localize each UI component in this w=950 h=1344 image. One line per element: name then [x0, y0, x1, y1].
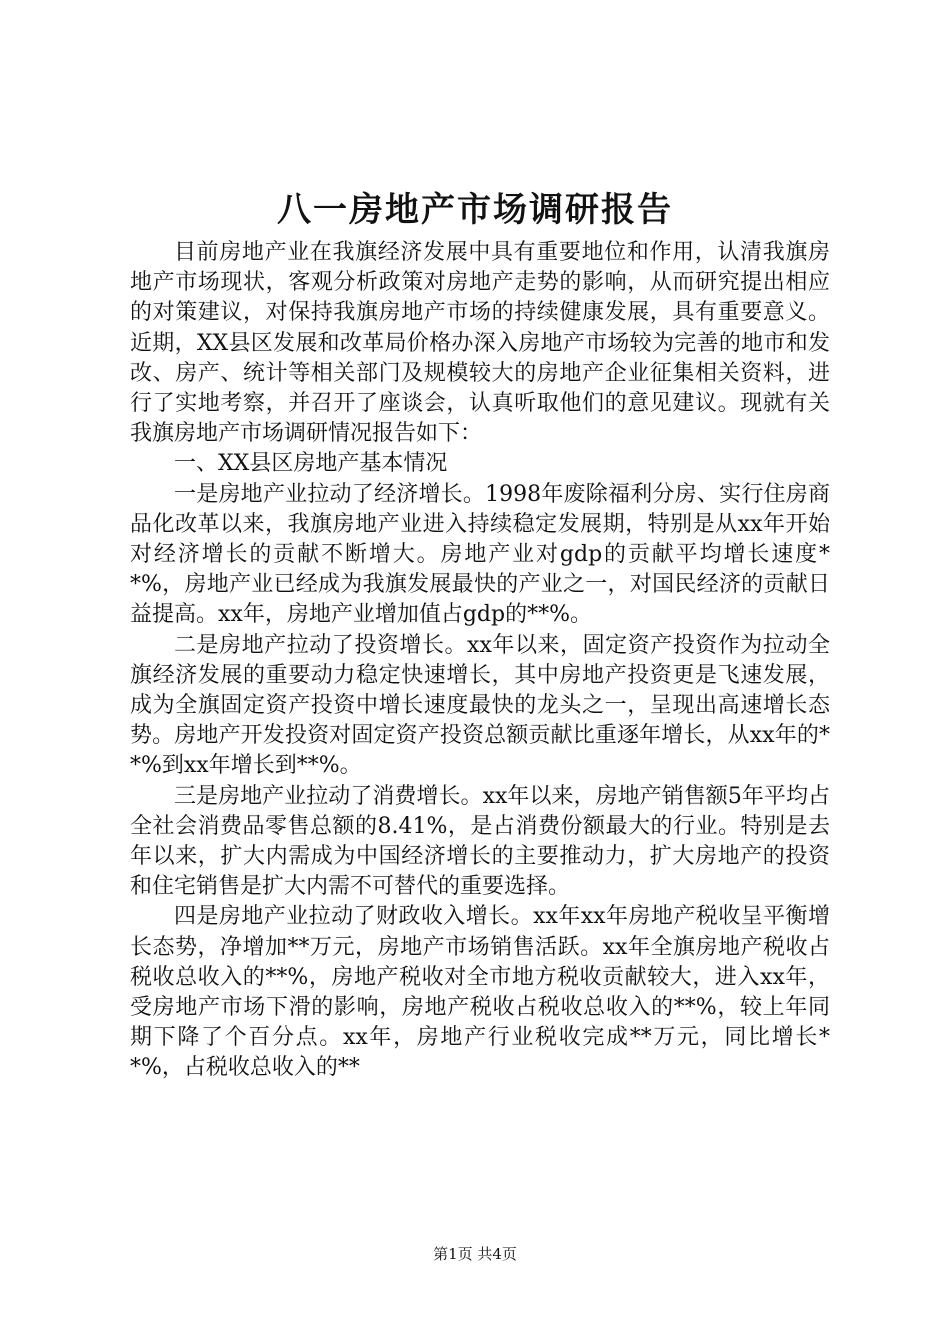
paragraph-fiscal: 四是房地产业拉动了财政收入增长。xx年xx年房地产税收呈平衡增长态势，净增加**万元，房地产市场销售活跃。xx年全旗房地产税收占税收总收入的**%，房地产税收对全市地方税收贡献较大，进入xx年，受房地产市场下滑的影响，房地产税收占税收总收入的**%，较上年同期下降了个百分点。xx年，房地产行业税收完成**万元，同比增长**%，占税收总收入的**	[130, 904, 830, 1081]
paragraph-investment: 二是房地产拉动了投资增长。xx年以来，固定资产投资作为拉动全旗经济发展的重要动力稳定快速增长，其中房地产投资更是飞速发展，成为全旗固定资产投资中增长速度最快的龙头之一，呈现出高速增长态势。房地产开发投资对固定资产投资总额贡献比重逐年增长，从xx年的**%到xx年增长到**%。	[130, 632, 830, 779]
document-body	[130, 238, 830, 1084]
paragraph-intro: 目前房地产业在我旗经济发展中具有重要地位和作用，认清我旗房地产市场现状，客观分析政策对房地产走势的影响，从而研究提出相应的对策建议，对保持我旗房地产市场的持续健康发展，具有重要意义。近期，XX县区发展和改革局价格办深入房地产市场较为完善的地市和发改、房产、统计等相关部门及规模较大的房地产企业征集相关资料，进行了实地考察，并召开了座谈会，认真听取他们的意见建议。现就有关我旗房地产市场调研情况报告如下：	[130, 240, 830, 447]
section-heading: 一、XX县区房地产基本情况	[174, 451, 448, 477]
document-title: 八一房地产市场调研报告	[277, 190, 673, 230]
page-footer: 第1页 共4页	[433, 1245, 517, 1263]
paragraph-consumption: 三是房地产业拉动了消费增长。xx年以来，房地产销售额5年平均占全社会消费品零售总额的8.41%，是占消费份额最大的行业。特别是去年以来，扩大内需成为中国经济增长的主要推动力，扩大房地产的投资和住宅销售是扩大内需不可替代的重要选择。	[130, 783, 830, 900]
paragraph-economy: 一是房地产业拉动了经济增长。1998年废除福利分房、实行住房商品化改革以来，我旗房地产业进入持续稳定发展期，特别是从xx年开始对经济增长的贡献不断增大。房地产业对gdp的贡献平均增长速度**%，房地产业已经成为我旗发展最快的产业之一，对国民经济的贡献日益提高。xx年，房地产业增加值占gdp的**%。	[130, 481, 830, 628]
